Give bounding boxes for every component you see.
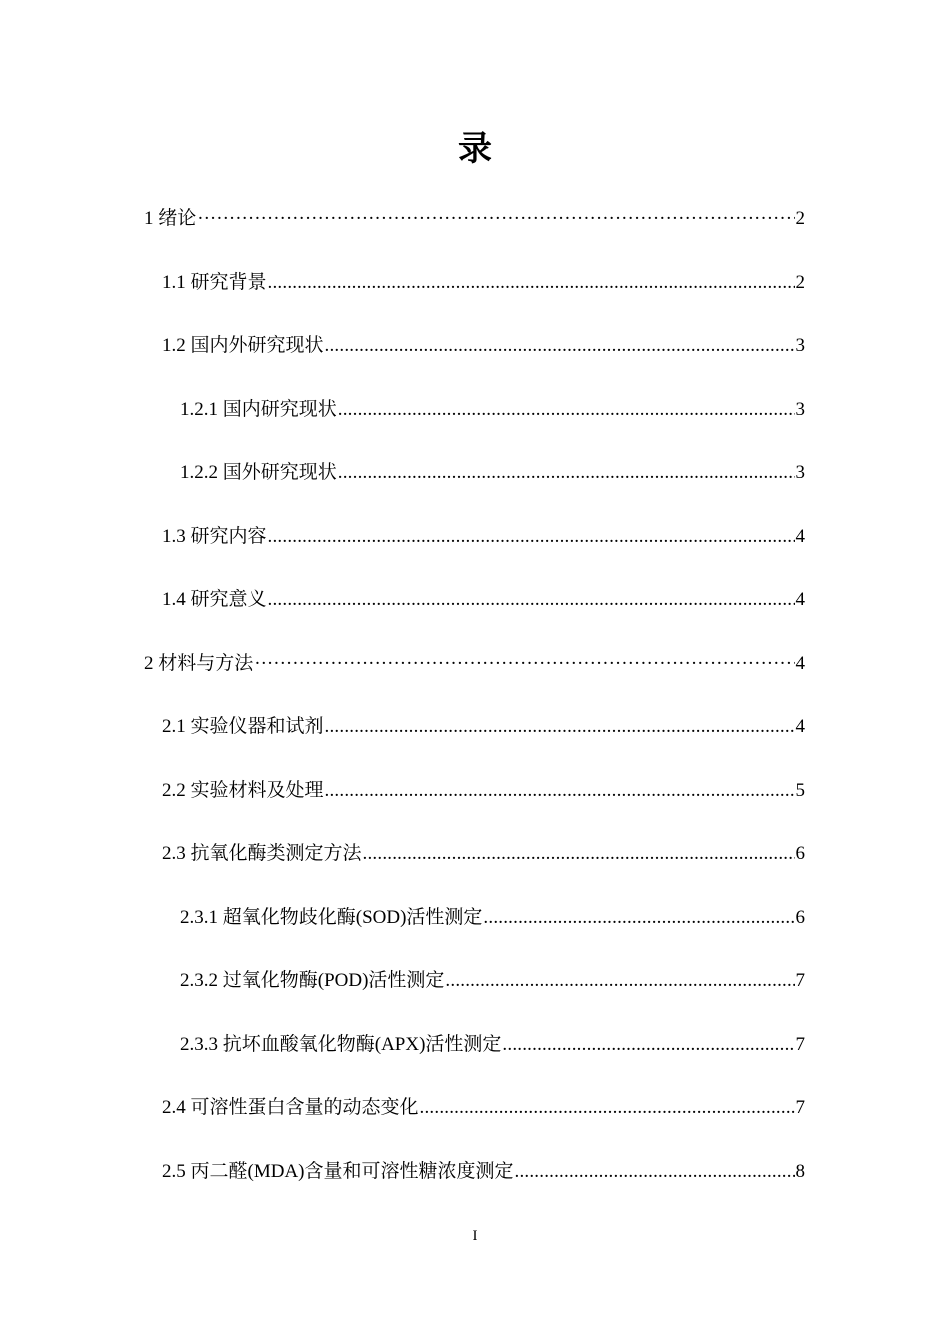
toc-entry-page: 3 <box>795 335 805 356</box>
toc-leader <box>338 397 795 423</box>
toc-entry-label: 1.3 研究内容 <box>162 525 267 547</box>
toc-leader <box>338 460 795 486</box>
toc-entry[interactable] <box>162 778 805 804</box>
toc-leader <box>420 1095 795 1121</box>
toc-entry[interactable] <box>162 333 805 359</box>
toc-entry-label: 2.5 丙二醛(MDA)含量和可溶性糖浓度测定 <box>162 1160 514 1182</box>
toc-leader <box>483 905 794 931</box>
toc-entry-label: 2.3 抗氧化酶类测定方法 <box>162 843 362 864</box>
toc-entry-label: 2.4 可溶性蛋白含量的动态变化 <box>162 1097 419 1118</box>
toc-entry[interactable] <box>162 587 805 613</box>
toc-entry[interactable] <box>162 841 805 867</box>
toc-entry-page: 4 <box>795 652 805 674</box>
toc-entry-page: 7 <box>795 970 805 991</box>
toc-entry[interactable] <box>162 270 805 296</box>
toc-entry[interactable] <box>180 1032 805 1058</box>
toc-leader <box>197 206 794 232</box>
toc-entry[interactable] <box>180 397 805 423</box>
toc-entry[interactable] <box>180 460 805 486</box>
toc-entry-label: 2.3.2 过氧化物酶(POD)活性测定 <box>180 970 445 991</box>
toc-leader <box>502 1032 794 1058</box>
page-title: 录 <box>458 131 492 168</box>
toc-leader <box>325 333 795 359</box>
toc-entry[interactable] <box>144 651 805 677</box>
toc-leader <box>268 270 795 296</box>
toc-leader <box>268 524 795 550</box>
footer-page-number: I <box>472 1228 478 1244</box>
toc-entry[interactable] <box>180 968 805 994</box>
toc-leader <box>445 968 794 994</box>
toc-entry[interactable] <box>162 714 805 740</box>
toc-entry-page: 8 <box>795 1160 805 1182</box>
toc-entry-page: 3 <box>795 462 805 483</box>
toc-entry[interactable] <box>180 905 805 931</box>
toc-entry-label: 1.4 研究意义 <box>162 589 267 610</box>
toc-entry-page: 2 <box>795 271 805 293</box>
toc-leader <box>254 651 794 677</box>
toc-entry-page: 7 <box>795 1097 805 1118</box>
toc-entry-label: 2.1 实验仪器和试剂 <box>162 716 324 737</box>
toc-entry-page: 6 <box>795 843 805 864</box>
toc-leader <box>363 841 795 867</box>
toc-entry-label: 1.2.1 国内研究现状 <box>180 398 337 420</box>
toc-entry-page: 5 <box>795 779 805 801</box>
toc-entry-page: 3 <box>795 398 805 420</box>
toc-leader <box>325 778 795 804</box>
toc-entry[interactable] <box>162 1095 805 1121</box>
toc-entry-page: 4 <box>795 716 805 737</box>
toc-entry-label: 1 绪论 <box>144 208 197 229</box>
toc-entry-page: 4 <box>795 589 805 610</box>
toc-leader <box>325 714 795 740</box>
toc-entry-page: 7 <box>795 1033 805 1055</box>
toc-entry[interactable] <box>162 1159 805 1185</box>
toc-leader <box>268 587 795 613</box>
toc-entry[interactable] <box>144 206 805 232</box>
toc-entry-label: 2.2 实验材料及处理 <box>162 779 324 801</box>
toc-leader <box>515 1159 795 1185</box>
toc-entry-page: 2 <box>795 208 805 229</box>
toc-entry-label: 2.3.1 超氧化物歧化酶(SOD)活性测定 <box>180 906 483 928</box>
toc-entry-page: 6 <box>795 906 805 928</box>
toc-entry-label: 1.2 国内外研究现状 <box>162 335 324 356</box>
toc-entry-label: 2.3.3 抗坏血酸氧化物酶(APX)活性测定 <box>180 1033 502 1055</box>
toc-entry-label: 1.1 研究背景 <box>162 271 267 293</box>
toc-entry-label: 1.2.2 国外研究现状 <box>180 462 337 483</box>
toc-entry-label: 2 材料与方法 <box>144 652 254 674</box>
toc-entry-page: 4 <box>795 525 805 547</box>
toc-entry[interactable] <box>162 524 805 550</box>
